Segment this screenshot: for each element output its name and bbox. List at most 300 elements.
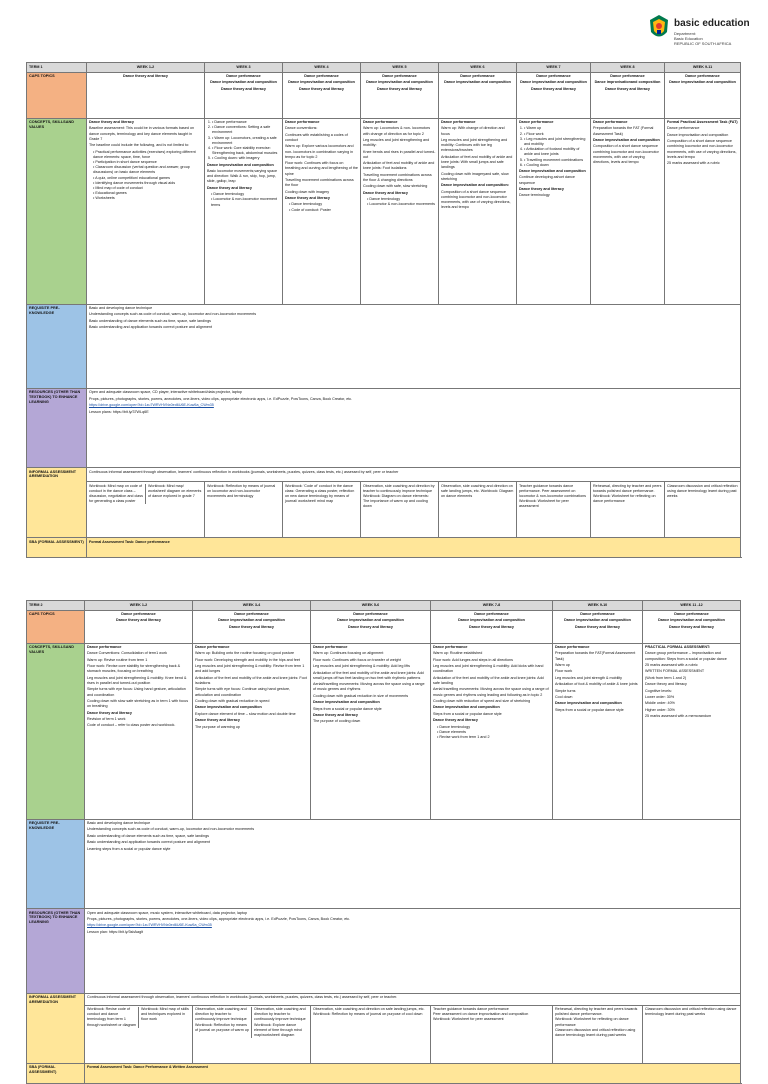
concept-title: Dance theory and literacy (89, 120, 134, 124)
concept-text: Dance improvisation and composition (667, 132, 729, 137)
concept-subheading: Dance theory and literacy (195, 718, 240, 723)
prereq-cell (85, 819, 741, 909)
concept-subheading: Dance theory and literacy (433, 718, 478, 723)
concept-subheading: Dance theory and literacy (519, 187, 564, 191)
concept-text: Leg muscles and joint strengthening & mobility: Add kicks with hand coordination (433, 664, 544, 674)
caps-topic-cell (591, 72, 665, 118)
caps-topic: Dance improvisation and composition (658, 618, 725, 623)
informal-text: Teacher guidance towards dance performance. Peer assessment on locomotor & non-locomotor combinations Workbook: Worksheet for peer assessment (519, 483, 587, 509)
concept-text: Middle order: 40% (645, 701, 675, 706)
informal-text: Workbook: 'Code of' conduct in the dance class: Generating a class poster, reflection on new dance terminology by means of journal/ worksheet/ mind map (285, 483, 355, 504)
concept-text: Warm up: Routine established (433, 651, 483, 656)
concept-list-item: • 4. Floor work: Core stability exercise: Strengthening back, abdominal muscles (212, 146, 280, 156)
concept-text: Cooling down with imageryand safe, slow stretching (441, 171, 509, 181)
concept-text: Steps from a social or popular dance style (313, 706, 382, 711)
concept-text: Travelling movement combinations across the floor (285, 177, 354, 188)
concept-text: 25 marks assessed with a rubric (645, 662, 698, 667)
logo-line-2: Basic Education (674, 36, 703, 41)
concept-text: Cooling down with gradual reduction in size of movements (313, 693, 409, 698)
concept-text: (Work from term 1 and 2) (645, 675, 687, 680)
concept-text: Leg muscles and joint strengthening & mobility: Knee bend & rises in parallel and turned-out position (87, 675, 187, 685)
concepts-cell (439, 118, 517, 304)
concept-bullet: • Revise work from term 1 and 2 (437, 735, 550, 740)
concept-text: Continues with establishing a codes of conduct (285, 132, 348, 142)
informal-text: Observation, side coaching and direction on safe landing jumps, etc. Workbook: Diagram on dance elements (441, 483, 514, 499)
concept-text: Dance theory and literacy (645, 682, 687, 687)
informal-text: Teacher guidance towards dance performance Peer assessment on dance improvisation and composition Workbook: Worksheet for peer assessment (433, 1007, 529, 1022)
informal-summary-cell (87, 468, 741, 482)
concept-text: Baseline assessment: This could be in various formats based on dance concepts, terminology and key dance elements taught in Grade 7 (89, 126, 195, 141)
concept-text: Floor work: Developing strength and mobility in the hips and feet (195, 657, 300, 662)
prereq-label: REQUISITE PRE-KNOWLEDGE (27, 819, 85, 909)
term2-week-header: WEEK 5-6 (311, 601, 431, 611)
caps-topic: Dance performance (536, 74, 571, 78)
concept-title: Formal Practical Assessment Task (FAT) (667, 120, 738, 124)
logo-brand: basic education (674, 18, 750, 29)
concept-subheading: Dance improvisation and composition: (441, 183, 510, 188)
concept-title: Dance performance (313, 645, 348, 649)
concepts-cell (311, 643, 431, 819)
concept-text: Warm up: Continues focusing on alignment (313, 651, 384, 656)
caps-topic: Dance performance (121, 612, 156, 616)
week-informal-split (87, 1007, 190, 1029)
informal-cell (283, 482, 361, 538)
concept-text: The purpose of warming up (195, 724, 240, 729)
concepts-cell (643, 643, 741, 819)
concepts-cell (591, 118, 665, 304)
caps-topic: Dance improvisation and composition (444, 80, 511, 85)
concept-bullet: • Educational games (93, 191, 202, 196)
concept-text: Explore dance element of time – slow motion and double time (195, 711, 296, 716)
resource-line: Props, pictures, photographs, stories, poems, anecdotes, one-liners, video clips, appropriate electronic apps, i.e. EdPuzzle, PowToons, Canva, Book Creator, etc. (89, 396, 353, 401)
caps-topic: Dance improvisation and composition (458, 618, 525, 623)
concept-title: PRACTICAL FORMAL ASSESSMENT: (645, 645, 711, 649)
informal-cell (439, 482, 517, 538)
week1-2-informal-split (89, 484, 202, 506)
concept-bullet: • Worksheets (93, 196, 202, 201)
concept-text: Aerial travelling movements: Moving across the space using a range of music genres and rhythms using leading and following as in topic 2 (433, 687, 549, 697)
concepts-cell (193, 643, 311, 819)
concept-text: Composition of a short dance sequence combining locomotor and non-locomotor movements, with use of varying directions, levels and tempo (667, 139, 737, 159)
logo-line-1: Department: (674, 31, 697, 36)
caps-topic: Dance theory and literacy (531, 86, 576, 91)
concept-list-item: • 3. Warm up: Locomotors, creating a safe environment (212, 136, 280, 146)
concept-bullet-list (211, 192, 280, 208)
caps-topic-cell (205, 72, 283, 118)
concept-subheading: Dance improvisation and composition (519, 169, 586, 174)
concept-text: Higher order: 30% (645, 707, 675, 712)
caps-topic-cell (517, 72, 591, 118)
concept-list-item: • 5. Cooling down: with imagery (212, 156, 280, 161)
concept-text: WRITTEN FORMAL ASSESSMENT (645, 669, 705, 674)
concept-text: Dance Conventions: Consolidation of term1 work (87, 651, 167, 656)
concept-text: Aerial/travelling movements: Moving across the space using a range of music genres and rhythms (313, 682, 425, 692)
concept-title: Dance performance (555, 645, 590, 649)
concept-text: Floor work (555, 669, 573, 674)
concepts-cell (553, 643, 643, 819)
concept-subheading: Dance theory and literacy (363, 190, 408, 195)
concept-bullet: • Locomotor & non-locomotor movement terms (211, 197, 280, 207)
prereq-line: Understanding concepts such as code of conduct, warm-up, locomotor and non-locomotor movements (87, 827, 255, 832)
caps-topic: Dance improvisation and composition (564, 618, 631, 623)
sba-cell (85, 1063, 741, 1083)
caps-topic-cell (361, 72, 439, 118)
prereq-line: Basic understanding and application towards correct posture and alignment (87, 840, 210, 845)
concept-subheading: Dance improvisation and composition (313, 700, 380, 705)
concept-text: Articulation of feet and mobility of ankle and knee joints: With small jumps and safe landings (441, 154, 513, 170)
informal-label: INFORMAL ASSESSMENT &REMEDIATION (27, 993, 85, 1063)
concept-text: Cognitive levels: (645, 688, 672, 693)
informal-summary-cell (85, 993, 741, 1005)
informal-text: Workbook: Reflection by means of journal on locomotor and non-locomotor movements and terminology (207, 483, 276, 499)
caps-topic: Dance theory and literacy (116, 618, 161, 623)
prereq-line: Learning steps from a social or popular dance style (87, 846, 171, 851)
concept-bullet: • Classroom discussion (verbal question and answer, group discussions) on basic dance elements (93, 165, 202, 175)
week-informal-split (195, 1007, 308, 1039)
concept-text: Warm up (555, 662, 570, 667)
informal-summary: Continuous informal assessment through observation, learners' continuous reflection in workbooks (journals, worksheets, puzzles, quizzes, class tests, etc.) assessed by self, peer or teacher. (87, 995, 398, 1000)
concept-text: Cooling down with slow safe stretching as in term 1 with focus on breathing (87, 698, 189, 709)
lesson-plan-link[interactable]: Lesson plans: https://bit.ly/37WLq6E (89, 409, 149, 414)
concept-text: Simple turns with eye focus: Using hand gesture, articulation and coordination (87, 687, 186, 697)
concept-text: Lower order: 30% (645, 694, 675, 699)
concept-bullet: • Practical performance activities (exercises) exploring different dance elements: space, time, force (93, 150, 202, 160)
term2-week-header: WEEK 3-4 (193, 601, 311, 611)
prereq-line: Basic and developing dance technique (89, 306, 153, 310)
term2-week-header: WEEK 7-8 (431, 601, 553, 611)
informal-cell (643, 1005, 741, 1063)
concept-text: Steps from a social or popular dance style (555, 707, 624, 712)
concept-text: Composition of a short dance sequence combining locomotor and non-locomotor movements, with use of varying directions, levels and tempo (441, 189, 511, 210)
informal-cell (311, 1005, 431, 1063)
term1-label: TERM 1 (27, 63, 87, 73)
caps-topic-cell (311, 610, 431, 643)
caps-topic: Dance performance (610, 74, 645, 78)
concept-text: Warm up: Explore various locomotors and non- locomotors in combination varying in tempo as for topic 2 (285, 144, 354, 159)
concept-text: Cooling down with reduction of speed and size of stretching (433, 698, 531, 703)
concept-text: Articulation of foot & mobility of ankle & knee joints (555, 682, 638, 687)
resource-link[interactable]: https://drive.google.com/open?id=1zu7WRVHVNx0ed6U6E-Kuw5a_CWm35 (87, 923, 212, 928)
caps-topic: Dance theory and literacy (299, 86, 344, 91)
concept-bullet: • A quiz, online competition/ educational games (93, 176, 202, 181)
concept-text: Basic locomotor movements;varying space and direction: Walk & run, skip, hop, jump, slide, gallop, leap (207, 169, 278, 184)
concepts-cell (283, 118, 361, 304)
concept-text: Articulation of the feet and mobility of the ankle and knee joints: Add small jumps off two feet landing on two feet with rhythmic patterns (313, 670, 424, 680)
concept-text: Cool down (555, 694, 573, 699)
caps-topic-cell (85, 610, 193, 643)
concepts-label: CONCEPTS, SKILLSAND VALUES (27, 118, 87, 304)
concept-bullet-list (93, 150, 202, 202)
informal-cell (553, 1005, 643, 1063)
prereq-cell (87, 304, 741, 388)
concept-text: Simple turns with eye focus: Continue using hand gesture, articulation and coordination (195, 687, 291, 697)
informal-cell (361, 482, 439, 538)
concept-numbered-list (524, 126, 588, 168)
informal-text: Classroom discussion and critical reflection using dance terminology learnt during past weeks (667, 483, 738, 499)
term1-week-header: WEEK 8 (591, 63, 665, 73)
caps-topic: Dance improvisation and composition (288, 80, 355, 85)
concept-text: Warm up: With change of direction and focus (441, 126, 505, 136)
prereq-line: Basic and developing dance technique (87, 821, 151, 825)
informal-text: Workbook: Mind map of skills and techniques explored in floor work (138, 1007, 190, 1028)
term1-plan-table (26, 62, 741, 558)
caps-topic: Dance performance (580, 612, 615, 616)
concept-text: Floor work: Add lunges and steps in all directions (433, 657, 513, 662)
concept-title: Dance performance (519, 120, 554, 124)
concept-title: Dance performance (87, 645, 122, 649)
concept-text: Continue developing ashort dance sequence (519, 175, 575, 185)
concept-text: Floor work: Continues with focus on breathing and curving and lengthening of the spine (285, 161, 358, 176)
concept-text: Cooling down with imagery (285, 189, 330, 194)
caps-topic: Dance improvisation and composition (218, 618, 285, 623)
sba-text: Formal Assessment Task: Dance performance (89, 539, 170, 544)
sba-text: Formal Assessment Task: Dance Performance & Written Assessment (87, 1065, 208, 1070)
concept-title: Dance performance (195, 645, 230, 649)
concept-text: 25 marks assessed with a memorandum (645, 714, 712, 719)
caps-topic-cell (643, 610, 741, 643)
informal-text: Observation, side coaching and direction by teacher to continuously improve technique Workbook: Explore dance element of time through mind map/worksheet/ diagram (251, 1007, 308, 1038)
concept-subheading: Dance improvisation and composition (207, 162, 274, 167)
informal-text: Rehearsal, directing by teacher and peers towards polished dance performance. Workbook: Worksheet for reflecting on dance performance Classroom discussion and critical reflection using dance terminology learnt during past weeks (555, 1007, 638, 1038)
concept-title: Dance performance (363, 120, 398, 124)
prereq-line: Basic understanding of dance elements such as time, space, safe landings (89, 318, 211, 323)
concept-text: Articulation of feet and mobility of ankle and knee joints: Foot isolations (363, 161, 435, 171)
concept-text: Dance terminology (519, 193, 550, 198)
caps-topic: Dance performance (304, 74, 339, 78)
concept-text: Articulation of the feet and mobility of the ankle and knee joints: Add safe landing (433, 675, 544, 685)
concepts-cell (517, 118, 591, 304)
caps-topic: Dance theory and literacy (377, 86, 422, 91)
concept-list-item: • 6. Cooling down (524, 163, 588, 168)
caps-topics-label: CAPS TOPICS (27, 72, 87, 118)
concept-list-item: • 2. Floor work (524, 132, 588, 137)
resources-cell (85, 909, 741, 993)
caps-topic: Dance improvisation and composition (210, 80, 277, 85)
term2-week-header: WEEK 9-10 (553, 601, 643, 611)
concepts-label: CONCEPTS, SKILLSAND VALUES (27, 643, 85, 819)
concept-text: Dance group performance – improvisation and composition: Steps from a social or popular dance (645, 651, 727, 661)
prereq-label: REQUISITE PRE-KNOWLEDGE (27, 304, 87, 388)
term1-week-header: WEEK 4 (283, 63, 361, 73)
informal-text: Observation, side coaching and direction by teacher to continuously improve technique Workbook: Diagram on dance elements: The importance of warm up and cooling down (363, 483, 435, 509)
concept-bullet: • Dance terminology (289, 202, 358, 207)
caps-topic-cell (283, 72, 361, 118)
concept-text: Composition of a short dance sequence combining locomotor and non-locomotor movements, with use of varying directions, levels and tempo (593, 144, 659, 164)
sba-label: SBA (FORMAL ASSESSMENT) (27, 1063, 85, 1083)
resource-line: Open and adequate classroom space, music system, interactive whiteboard, data projector, laptop (87, 910, 248, 915)
caps-topic: Dance performance (474, 612, 509, 616)
informal-cell (517, 482, 591, 538)
concepts-cell (431, 643, 553, 819)
concept-bullet: • Identifying dance movements through visual aids (93, 181, 202, 186)
caps-topic: Dance performance (382, 74, 417, 78)
concept-subheading: Dance theory and literacy (313, 712, 358, 717)
term2-plan-table (26, 600, 741, 1084)
concept-bullet: • Mind map of code of conduct (93, 186, 202, 191)
caps-topic: Dance theory and literacy (221, 86, 266, 91)
dbe-logo (648, 10, 760, 50)
concept-subheading: Dance theory and literacy (285, 195, 330, 200)
informal-cell (431, 1005, 553, 1063)
term1-week-header: WEEK 7 (517, 63, 591, 73)
concept-bullet: • Participation in short dance sequence (93, 160, 202, 165)
concept-bullet-list (367, 197, 436, 207)
concept-subheading: Dance theory and literacy (87, 710, 132, 715)
caps-topic: Dance theory and literacy (605, 86, 650, 91)
concept-text: Warm up: Revise routine from term 1 (87, 657, 148, 662)
informal-text: Observation, side coaching and direction by teacher to continuously improve technique Workbook: Reflection by means of journal on purpose of warm up (195, 1007, 249, 1032)
term1-week-header: WEEK 3 (205, 63, 283, 73)
concepts-cell (665, 118, 741, 304)
informal-cell (85, 1005, 193, 1063)
concept-numbered-list (212, 120, 280, 162)
informal-text: Workbook: Revise code of conduct and dance terminology from term 1 through worksheet or diagram (87, 1007, 136, 1027)
informal-cell (591, 482, 665, 538)
concept-bullet: • Dance terminology (211, 192, 280, 197)
informal-text: Workbook: Mind map on code of conduct in the dance class – discussion, negotiation and class for generating a class poster (89, 483, 143, 504)
lesson-plan-link[interactable]: Lesson plan: https://bit.ly/3sbAaglt (87, 929, 143, 934)
concept-text: Steps from a social or popular dance style (433, 711, 502, 716)
prereq-line: Understanding concepts such as code of conduct, warm-up, locomotor and non-locomotor movements (89, 312, 257, 317)
caps-topic: Dance performance (685, 74, 720, 78)
term1-week-header: WEEK 5 (361, 63, 439, 73)
caps-topic-cell (87, 72, 205, 118)
caps-topic: Dance theory and literacy (575, 624, 620, 629)
concept-bullet: • Dance terminology (367, 197, 436, 202)
concept-list-item: • 4. Articulation of footand mobility of ankle and knee joints (524, 147, 588, 157)
concept-text: Leg muscles and joint strengthening and mobility: Continues with toe leg extensions/brushes (441, 137, 508, 153)
caps-topic: Dance improvisation and composition (520, 80, 587, 85)
concept-text: 25 marks assessed with a rubric (667, 161, 720, 166)
resource-line: Open and adequate classroom space, CD player, interactive whiteboard/data projector, laptop (89, 390, 242, 395)
concept-subheading: Dance improvisation and composition (195, 705, 262, 710)
caps-topic-cell (553, 610, 643, 643)
informal-cell (205, 482, 283, 538)
caps-topic-cell (431, 610, 553, 643)
concept-text: Travelling movement combinations across the floor & changing directions (363, 172, 432, 182)
concept-text: Cooling down with safe, slow stretching (363, 184, 428, 189)
sba-label: SBA (FORMAL ASSESSMENT) (27, 538, 87, 558)
concept-text: Warm up: Building onto the routine focusing on good posture (195, 651, 295, 656)
concept-bullet-list (289, 202, 358, 212)
concept-list-item: • 1. Warm up (524, 126, 588, 131)
concept-bullet: • Dance elements (437, 730, 550, 735)
informal-cell (193, 1005, 311, 1063)
informal-text: Classroom discussion and critical reflection using dance terminology learnt during past weeks (645, 1007, 737, 1017)
concepts-cell (85, 643, 193, 819)
concept-title: Dance performance (441, 120, 476, 124)
concept-text: Leg muscles and joint strengthening & mobility: Revise from term 1 and add lunges (195, 664, 305, 674)
term2-week-header: WEEK 1-2 (85, 601, 193, 611)
concept-list-item: • 3. Leg muscles and joint strengthening and mobility (524, 137, 588, 147)
prereq-line: Basic understanding of dance elements such as time, space, safe landings (87, 833, 209, 838)
term2-label: TERM 2 (27, 601, 85, 611)
concept-subheading: Dance theory and literacy (207, 185, 252, 190)
informal-cell (665, 482, 741, 538)
informal-label: INFORMAL ASSESSMENT &REMEDIATION (27, 468, 87, 538)
concept-title: Dance performance (433, 645, 468, 649)
concept-subheading: Dance improvisation and composition (593, 137, 660, 142)
caps-topic: Dance theory and literacy (348, 624, 393, 629)
resources-label: RESOURCES (OTHER THAN TEXTBOOK) TO ENHANCE LEARNING (27, 388, 87, 467)
caps-topic: Dance improvisationand composition (594, 80, 661, 85)
caps-topic: Dance performance (674, 612, 709, 616)
term1-week-header: WEEK 9-11 (665, 63, 741, 73)
concept-bullet: • Code of conduct: Poster (289, 208, 358, 213)
concept-text: Warm up: Locomotors & non- locomotors with change of direction as for topic 2 (363, 126, 431, 136)
concept-bullet-list (437, 725, 550, 741)
concept-text: Articulation of the feet and mobility of the ankle and knee joints: Foot isolations (195, 675, 307, 685)
concept-bullet: • Dance terminology (437, 725, 550, 730)
informal-cell (87, 482, 205, 538)
concept-text: Simple turns (555, 688, 576, 693)
concept-list-item: • 5. Travelling movement combinations (524, 158, 588, 163)
caps-topic: Dance improvisation and composition (337, 618, 404, 623)
concepts-cell (205, 118, 283, 304)
term2-week-header: WEEK 11 -12 (643, 601, 741, 611)
term1-week-header: WEEK 1-2 (87, 63, 205, 73)
caps-topic-cell (439, 72, 517, 118)
concept-list-item: • 1. Dance performance (212, 120, 280, 125)
concept-text: Revision of term 1 work (87, 716, 126, 721)
concept-text: Dance conventions: (285, 126, 318, 131)
prereq-line: Basic understanding and application towards correct posture and alignment (89, 325, 212, 330)
resource-link[interactable]: https://drive.google.com/open?id=1zu7WRVHVNx0ed6U6E-Kuw5a_CWm35 (89, 403, 214, 408)
concept-bullet: • Locomotor & non-locomotor movements (367, 202, 436, 207)
term1-week-header: WEEK 6 (439, 63, 517, 73)
caps-topic: Dance improvisation and composition (366, 80, 433, 85)
concept-text: Leg muscles and joint strengthening & mobility: Add leg lifts (313, 664, 410, 669)
concept-text: Preparation towards the FAT(Formal Assessment Task) (555, 651, 636, 661)
caps-topic-cell (665, 72, 741, 118)
concept-subheading: Dance improvisation and composition (555, 701, 622, 706)
sba-cell (87, 538, 741, 558)
concepts-cell (361, 118, 439, 304)
caps-topic: Dance performance (226, 74, 261, 78)
caps-topics-label: CAPS TOPICS (27, 610, 85, 643)
concepts-cell (87, 118, 205, 304)
concept-text: Dance performance (667, 126, 700, 131)
caps-topic: Dance improvisation and composition (669, 80, 736, 85)
resources-cell (87, 388, 741, 467)
caps-topic: Dance theory and literacy (123, 74, 168, 78)
resource-line: Props, pictures, photographs, stories, poems, anecdotes, one-liners, video clips, appropriate electronic apps, i.e. EdPuzzle, PowToons, Canva, Book Creator, etc. (87, 917, 351, 922)
informal-text: Rehearsal, directing by teacher and peers towards polished dance performance. Workbook: Worksheet for reflecting on dance performance (593, 483, 662, 504)
caps-topic: Dance performance (234, 612, 269, 616)
concept-text: Preparation towards the FAT (Formal Assessment Task) (593, 126, 654, 136)
concept-subheading: Dance improvisation and composition (433, 705, 500, 710)
caps-topic: Dance theory and literacy (469, 624, 514, 629)
informal-text: Observation, side coaching and direction on safe landing jumps, etc. Workbook: Reflection by means of journal on purpose of cool down (313, 1007, 425, 1017)
caps-topic: Dance theory and literacy (229, 624, 274, 629)
concept-text: Floor work: Continues with focus on transfer of weight (313, 657, 401, 662)
concept-text: The baseline could include the following, and is not limited to: (89, 143, 190, 148)
caps-topic: Dance performance (353, 612, 388, 616)
concept-text: Code of conduct – refer to class poster and workbook. (87, 723, 176, 728)
logo-line-3: REPUBLIC OF SOUTH AFRICA (674, 41, 732, 46)
concept-title: Dance performance (593, 120, 628, 124)
resources-label: RESOURCES (OTHER THAN TEXTBOOK) TO ENHANCE LEARNING (27, 909, 85, 993)
concept-text: Knee bends and rises in parallel and turned-out (363, 149, 436, 159)
informal-text: Workbook: Mind map/ worksheet/ diagram on elements of dance explored in grade 7 (145, 484, 202, 505)
concept-title: Dance performance (285, 120, 320, 124)
coat-of-arms-icon (648, 14, 670, 42)
informal-summary: Continuous informal assessment through observation, learners' continuous reflection in workbooks (journals, worksheets, puzzles, quizzes, class tests, etc.) assessed by self, peer or teacher (89, 469, 399, 474)
concept-text: Cooling down with gradual reduction in speed (195, 698, 270, 703)
concept-list-item: • 2. Dance conventions: Setting a safe environment (212, 125, 280, 135)
concept-text: The purpose of cooling down (313, 719, 361, 724)
concept-text: Leg muscles and joint strengthening and mobility: (363, 137, 430, 148)
